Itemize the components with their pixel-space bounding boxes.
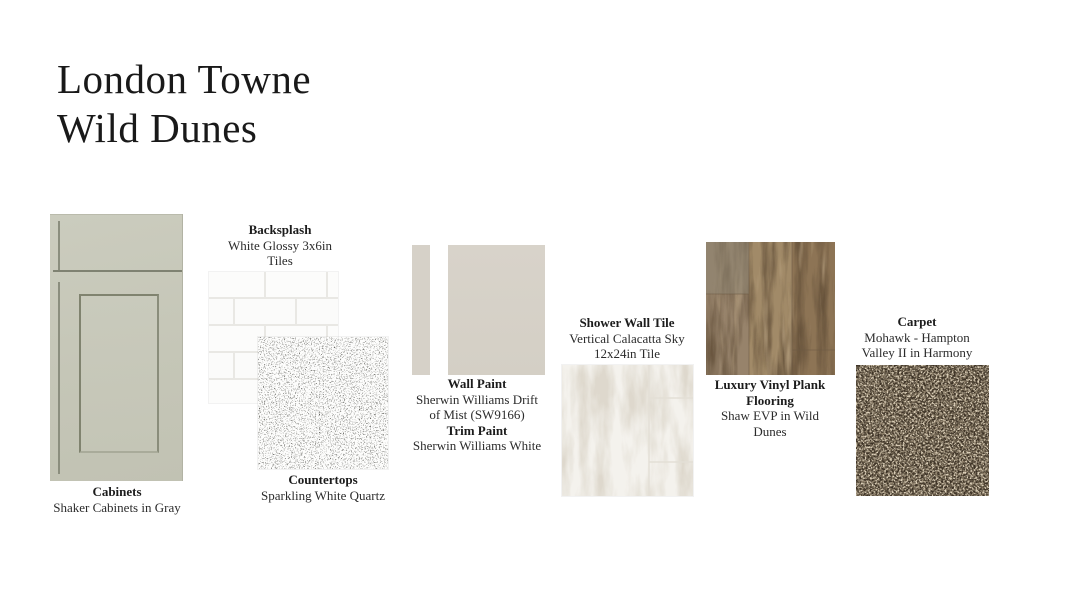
lvp-title: Luxury Vinyl Plank <box>714 377 826 392</box>
shower-tile-subtitle: Vertical Calacatta Sky <box>569 330 685 346</box>
countertop-sample-image <box>258 337 388 469</box>
backsplash-subtitle: White Glossy 3x6in <box>228 237 332 253</box>
backsplash-subtitle: Tiles <box>267 253 293 268</box>
shower-tile-sample-image <box>562 365 693 496</box>
page-title-line1: London Towne <box>57 56 312 102</box>
countertops-subtitle: Sparkling White Quartz <box>261 487 385 503</box>
wall-paint-swatch <box>448 245 545 375</box>
wall-paint-subtitle: Sherwin Williams Drift <box>415 391 538 407</box>
cabinet-horizontal-groove <box>53 270 182 272</box>
carpet-subtitle: Valley II in Harmony <box>861 345 973 360</box>
shower-tile-subtitle: 12x24in Tile <box>593 346 661 361</box>
countertops-title: Countertops <box>288 472 358 487</box>
paint-caption <box>397 376 557 454</box>
lvp-title: Flooring <box>746 392 794 408</box>
countertops-caption <box>240 472 406 503</box>
wall-paint-title: Wall Paint <box>447 376 507 391</box>
carpet-caption <box>839 314 995 361</box>
lvp-flooring-sample-image <box>706 242 835 375</box>
backsplash-caption <box>205 222 355 269</box>
cabinets-subtitle: Shaker Cabinets in Gray <box>53 499 181 515</box>
shower-tile-title: Shower Wall Tile <box>579 315 675 330</box>
backsplash-title: Backsplash <box>248 222 312 237</box>
lvp-subtitle: Dunes <box>753 423 787 439</box>
cabinet-door-panel <box>79 294 159 453</box>
cabinets-title: Cabinets <box>92 484 142 499</box>
trim-paint-subtitle: Sherwin Williams White <box>412 438 542 453</box>
carpet-title: Carpet <box>897 314 937 329</box>
page-title <box>57 55 311 153</box>
lvp-subtitle: Shaw EVP in Wild <box>720 408 820 423</box>
carpet-subtitle: Mohawk - Hampton <box>864 329 970 345</box>
cabinet-door-groove <box>58 282 60 474</box>
trim-paint-title: Trim Paint <box>446 422 508 438</box>
cabinet-sample-image <box>50 214 183 481</box>
page-title-line2: Wild Dunes <box>57 105 258 151</box>
cabinets-caption <box>32 484 202 515</box>
cabinet-drawer-groove <box>58 221 60 270</box>
shower-tile-caption <box>548 315 706 362</box>
carpet-sample-image <box>856 365 989 496</box>
wall-paint-subtitle: of Mist (SW9166) <box>429 407 525 422</box>
lvp-caption <box>692 377 848 439</box>
trim-paint-swatch <box>412 245 430 375</box>
